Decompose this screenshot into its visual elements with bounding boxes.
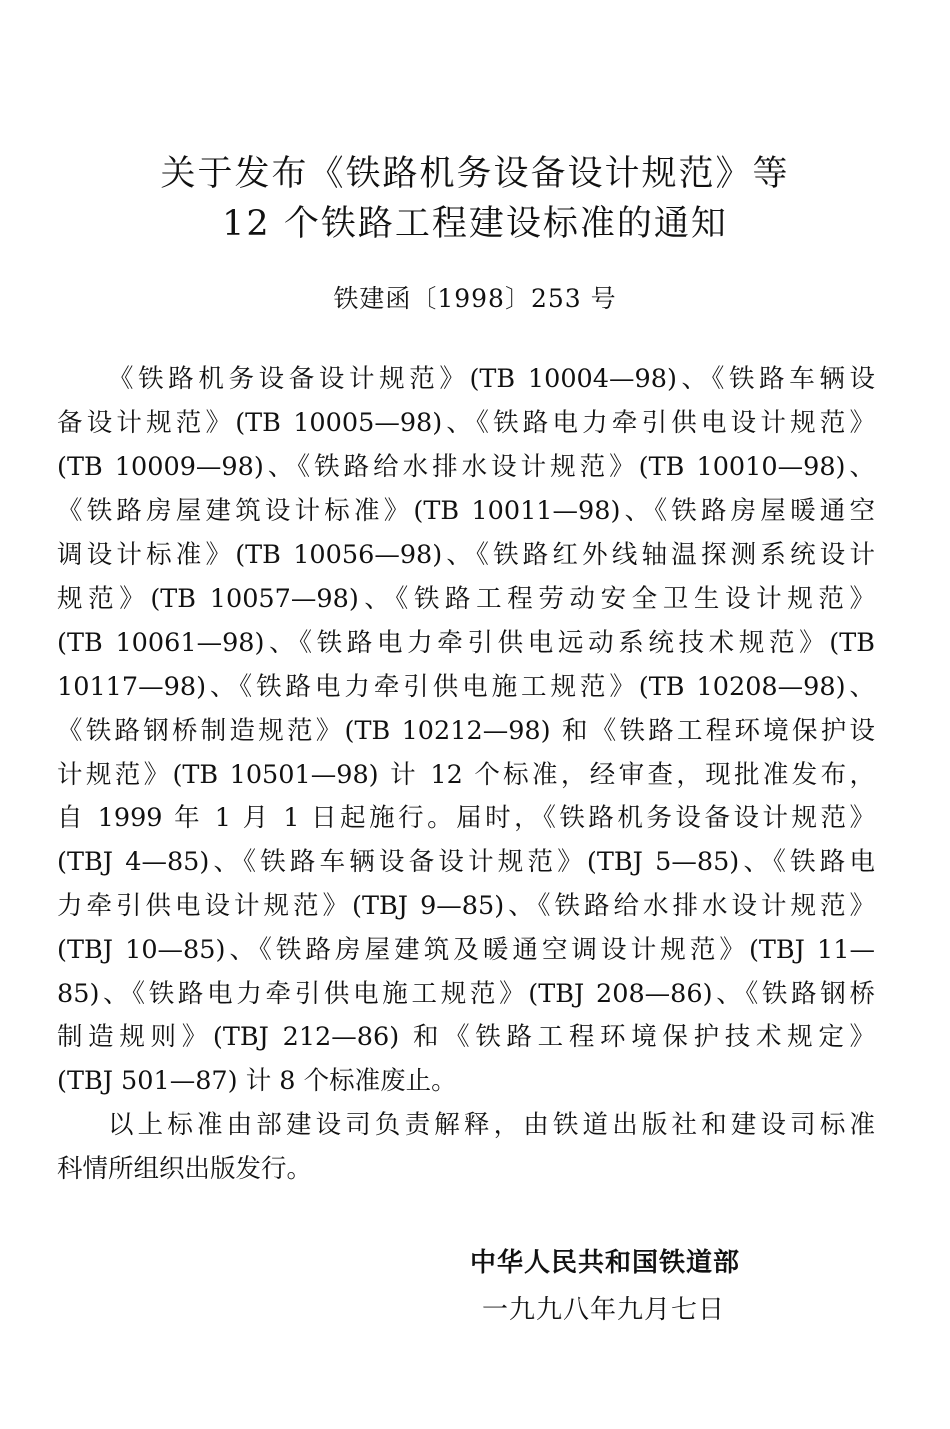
paragraph-line: 计规范》(TB 10501—98) 计 12 个标准，经审查，现批准发布， <box>57 760 875 790</box>
paragraph-line: 规范》(TB 10057—98)、《铁路工程劳动安全卫生设计规范》 <box>57 584 875 614</box>
paragraph-line: 《铁路钢桥制造规范》(TB 10212—98) 和《铁路工程环境保护设 <box>57 716 875 746</box>
signature-date: 一九九八年九月七日 <box>482 1295 726 1325</box>
paragraph-line: 《铁路房屋建筑设计标准》(TB 10011—98)、《铁路房屋暖通空 <box>57 496 875 526</box>
paragraph-line: 《铁路机务设备设计规范》(TB 10004—98)、《铁路车辆设 <box>108 364 875 394</box>
paragraph-line: 制造规则》(TBJ 212—86) 和《铁路工程环境保护技术规定》 <box>57 1022 875 1052</box>
paragraph-line: (TBJ 501—87) 计 8 个标准废止。 <box>57 1066 457 1096</box>
paragraph-line: 自 1999 年 1 月 1 日起施行。届时，《铁路机务设备设计规范》 <box>57 803 875 833</box>
document-number: 铁建函〔1998〕253 号 <box>333 284 617 313</box>
paragraph-line: 85)、《铁路电力牵引供电施工规范》(TBJ 208—86)、《铁路钢桥 <box>57 979 875 1009</box>
signature-organization: 中华人民共和国铁道部 <box>470 1248 741 1278</box>
paragraph-line: 备设计规范》(TB 10005—98)、《铁路电力牵引供电设计规范》 <box>57 408 875 438</box>
paragraph-line: (TBJ 4—85)、《铁路车辆设备设计规范》(TBJ 5—85)、《铁路电 <box>57 847 875 877</box>
paragraph-line: 10117—98)、《铁路电力牵引供电施工规范》(TB 10208—98)、 <box>57 672 875 702</box>
notice-title-line-2: 12 个铁路工程建设标准的通知 <box>222 204 728 244</box>
paragraph-line: 调设计标准》(TB 10056—98)、《铁路红外线轴温探测系统设计 <box>57 540 875 570</box>
paragraph-line: (TB 10009—98)、《铁路给水排水设计规范》(TB 10010—98)、 <box>57 452 875 482</box>
paragraph-line: 力牵引供电设计规范》(TBJ 9—85)、《铁路给水排水设计规范》 <box>57 891 875 921</box>
paragraph-line: 科情所组织出版发行。 <box>57 1154 313 1184</box>
paragraph-line: (TBJ 10—85)、《铁路房屋建筑及暖通空调设计规范》(TBJ 11— <box>57 935 875 965</box>
paragraph-line: (TB 10061—98)、《铁路电力牵引供电远动系统技术规范》(TB <box>57 628 875 658</box>
paragraph-line: 以上标准由部建设司负责解释，由铁道出版社和建设司标准 <box>108 1110 875 1140</box>
notice-title-line-1: 关于发布《铁路机务设备设计规范》等 <box>160 154 790 194</box>
